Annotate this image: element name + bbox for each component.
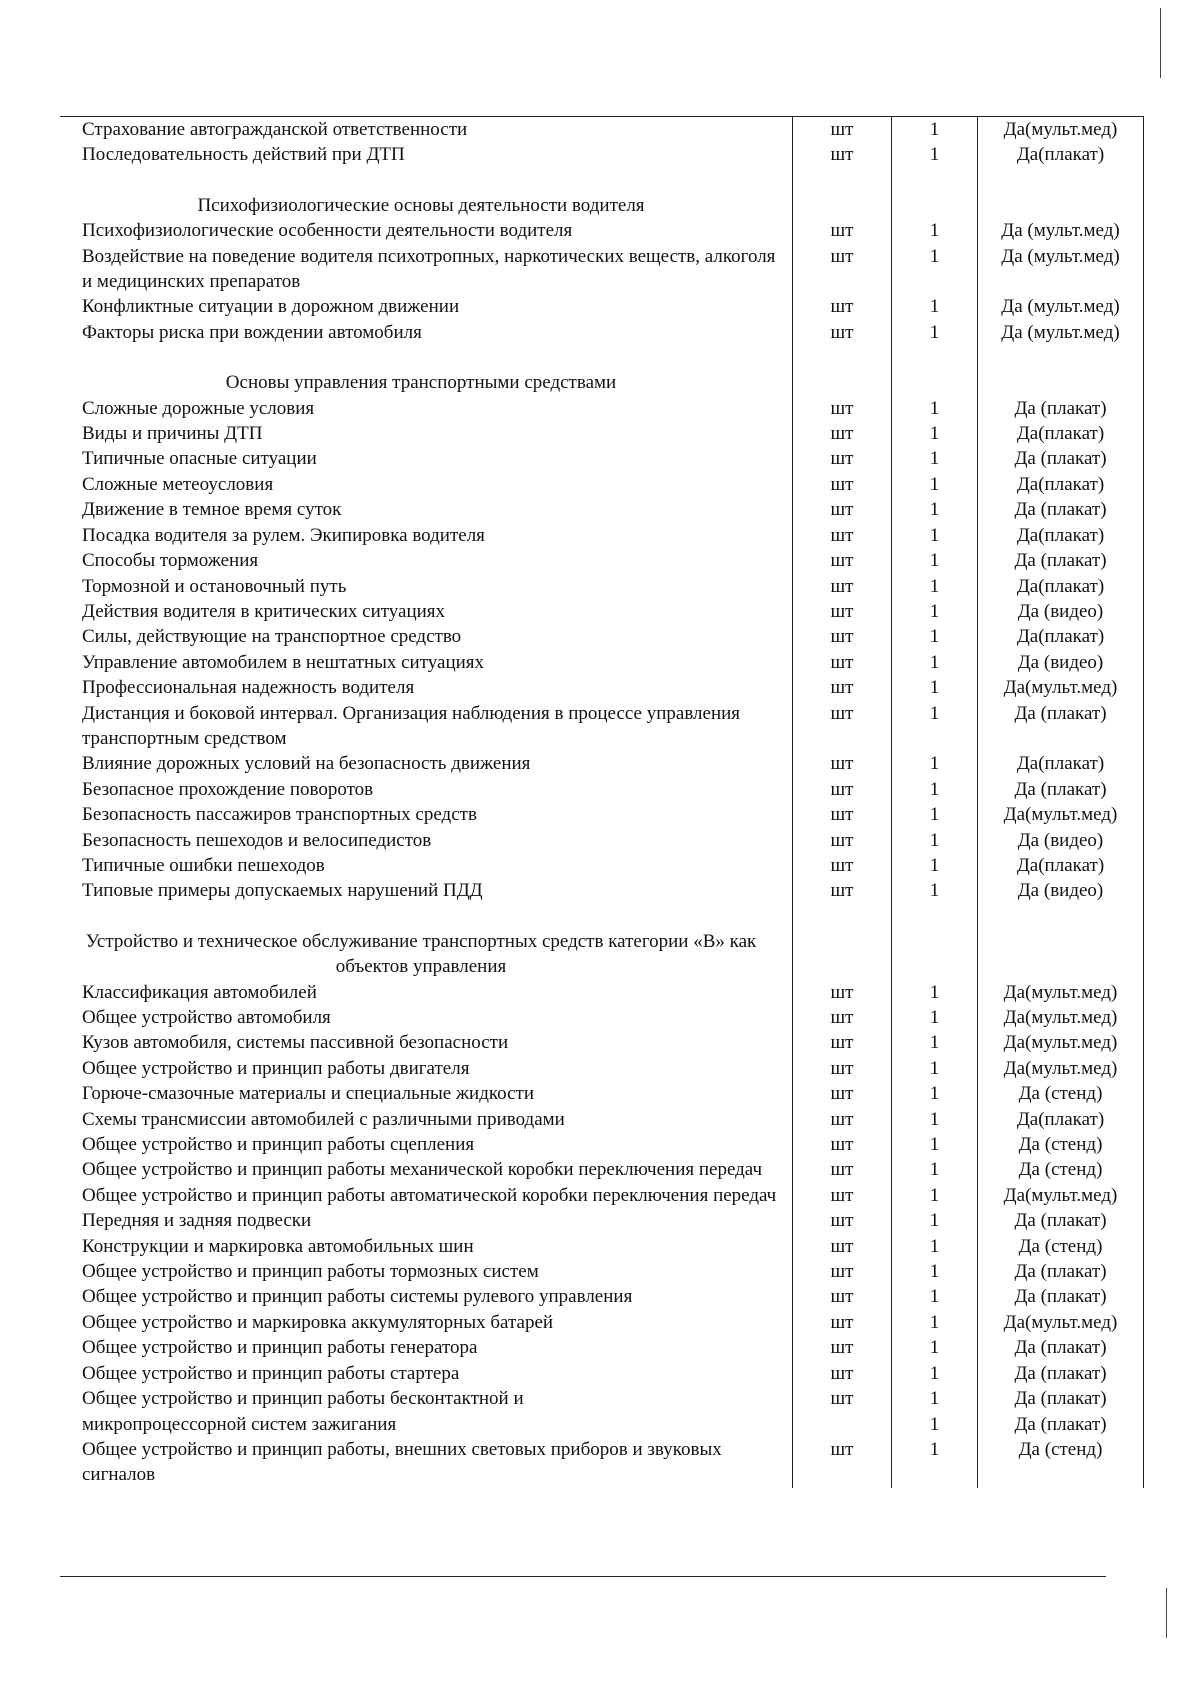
unit-cell: шт <box>793 117 892 143</box>
availability-cell: Да(мульт.мед) <box>978 1056 1144 1081</box>
availability-cell: Да(мульт.мед) <box>978 1030 1144 1055</box>
quantity-cell: 1 <box>892 1056 978 1081</box>
table-row <box>60 751 1144 776</box>
quantity-cell: 1 <box>892 1437 978 1488</box>
table-row <box>60 244 1144 295</box>
document-sheet <box>60 116 1120 1580</box>
availability-cell: Да(мульт.мед) <box>978 117 1144 143</box>
table-row <box>60 396 1144 421</box>
table-row <box>60 853 1144 878</box>
table-row <box>60 1208 1144 1233</box>
quantity-cell: 1 <box>892 294 978 319</box>
unit-cell: шт <box>793 472 892 497</box>
availability-cell: Да(плакат) <box>978 624 1144 649</box>
unit-cell: шт <box>793 1183 892 1208</box>
item-name: Типовые примеры допускаемых нарушений ПДД <box>82 880 483 902</box>
spacer-row <box>60 345 1144 370</box>
table-row <box>60 320 1144 345</box>
unit-cell: шт <box>793 421 892 446</box>
table-row <box>60 650 1144 675</box>
table-row <box>60 574 1144 599</box>
availability-cell: Да(мульт.мед) <box>978 1310 1144 1335</box>
availability-cell: Да(плакат) <box>978 751 1144 776</box>
spacer-cell <box>978 345 1144 370</box>
quantity-cell: 1 <box>892 675 978 700</box>
table-row <box>60 421 1144 446</box>
item-name: Действия водителя в критических ситуациях <box>82 600 446 622</box>
spacer-cell <box>892 904 978 929</box>
item-name: Управление автомобилем в нештатных ситуациях <box>82 651 485 673</box>
table-row <box>60 802 1144 827</box>
table-row <box>60 701 1144 752</box>
unit-cell: шт <box>793 1005 892 1030</box>
availability-cell: Да(плакат) <box>978 1107 1144 1132</box>
quantity-cell: 1 <box>892 218 978 243</box>
unit-cell: шт <box>793 650 892 675</box>
item-name: микропроцессорной систем зажигания <box>82 1413 397 1435</box>
availability-cell: Да(мульт.мед) <box>978 675 1144 700</box>
item-name: Профессиональная надежность водителя <box>82 677 415 699</box>
availability-cell: Да(плакат) <box>978 574 1144 599</box>
table-row <box>60 828 1144 853</box>
availability-cell: Да (мульт.мед) <box>978 218 1144 243</box>
spacer-cell <box>892 168 978 193</box>
item-name: Общее устройство и принцип работы бесконтактной и <box>82 1388 524 1410</box>
quantity-cell: 1 <box>892 1386 978 1411</box>
unit-cell: шт <box>793 980 892 1005</box>
availability-cell: Да (мульт.мед) <box>978 244 1144 295</box>
unit-cell <box>793 1412 892 1437</box>
unit-cell: шт <box>793 1030 892 1055</box>
item-name: Общее устройство и принцип работы механической коробки переключения передач <box>82 1159 763 1181</box>
quantity-cell: 1 <box>892 1081 978 1106</box>
quantity-cell: 1 <box>892 1412 978 1437</box>
table-row <box>60 294 1144 319</box>
table-row <box>60 497 1144 522</box>
empty-cell <box>793 370 892 395</box>
unit-cell: шт <box>793 244 892 295</box>
item-name: Безопасность пассажиров транспортных средств <box>82 804 477 826</box>
availability-cell: Да (плакат) <box>978 446 1144 471</box>
item-name: Передняя и задняя подвески <box>82 1210 312 1232</box>
unit-cell: шт <box>793 701 892 752</box>
section-heading-row <box>60 193 1144 218</box>
availability-cell: Да (видео) <box>978 878 1144 903</box>
table-row <box>60 1030 1144 1055</box>
table-row <box>60 1437 1144 1488</box>
unit-cell: шт <box>793 574 892 599</box>
availability-cell: Да (плакат) <box>978 1361 1144 1386</box>
quantity-cell: 1 <box>892 701 978 752</box>
unit-cell: шт <box>793 878 892 903</box>
unit-cell: шт <box>793 396 892 421</box>
section-heading: Основы управления транспортными средствами <box>225 372 617 394</box>
unit-cell: шт <box>793 294 892 319</box>
quantity-cell: 1 <box>892 1107 978 1132</box>
table-row <box>60 1107 1144 1132</box>
quantity-cell: 1 <box>892 853 978 878</box>
item-name: Посадка водителя за рулем. Экипировка водителя <box>82 524 485 546</box>
availability-cell: Да(мульт.мед) <box>978 1005 1144 1030</box>
empty-cell <box>793 193 892 218</box>
unit-cell: шт <box>793 1208 892 1233</box>
table-row <box>60 599 1144 624</box>
unit-cell: шт <box>793 1259 892 1284</box>
item-name: Общее устройство и принцип работы, внешних световых приборов и звуковых сигналов <box>82 1438 722 1486</box>
availability-cell: Да(мульт.мед) <box>978 1183 1144 1208</box>
scan-edge-mark <box>1160 8 1161 78</box>
availability-cell: Да (плакат) <box>978 1335 1144 1360</box>
unit-cell: шт <box>793 1132 892 1157</box>
quantity-cell: 1 <box>892 599 978 624</box>
spacer-cell <box>793 168 892 193</box>
scan-edge-mark <box>1166 1588 1167 1638</box>
spacer-cell <box>892 345 978 370</box>
table-row <box>60 980 1144 1005</box>
item-name: Факторы риска при вождении автомобиля <box>82 321 422 343</box>
item-name: Влияние дорожных условий на безопасность движения <box>82 753 531 775</box>
item-name: Классификация автомобилей <box>82 981 317 1003</box>
item-name: Движение в темное время суток <box>82 499 342 521</box>
spacer-row <box>60 904 1144 929</box>
availability-cell: Да(плакат) <box>978 523 1144 548</box>
availability-cell: Да (видео) <box>978 650 1144 675</box>
table-row <box>60 1132 1144 1157</box>
item-name: Виды и причины ДТП <box>82 423 263 445</box>
equipment-table-body <box>60 117 1144 1488</box>
quantity-cell: 1 <box>892 421 978 446</box>
item-name: Типичные ошибки пешеходов <box>82 854 325 876</box>
empty-cell <box>793 929 892 980</box>
item-name: Общее устройство и принцип работы сцепления <box>82 1134 475 1156</box>
quantity-cell: 1 <box>892 802 978 827</box>
quantity-cell: 1 <box>892 1030 978 1055</box>
table-row <box>60 1412 1144 1437</box>
item-name: Тормозной и остановочный путь <box>82 575 347 597</box>
unit-cell: шт <box>793 1081 892 1106</box>
spacer-cell <box>60 345 793 370</box>
empty-cell <box>892 929 978 980</box>
quantity-cell: 1 <box>892 1310 978 1335</box>
quantity-cell: 1 <box>892 548 978 573</box>
availability-cell: Да(мульт.мед) <box>978 802 1144 827</box>
item-name: Конструкции и маркировка автомобильных шин <box>82 1235 474 1257</box>
unit-cell: шт <box>793 1437 892 1488</box>
availability-cell: Да (плакат) <box>978 701 1144 752</box>
table-row <box>60 1081 1144 1106</box>
availability-cell: Да (плакат) <box>978 548 1144 573</box>
availability-cell: Да (плакат) <box>978 1386 1144 1411</box>
quantity-cell: 1 <box>892 497 978 522</box>
availability-cell: Да (мульт.мед) <box>978 320 1144 345</box>
quantity-cell: 1 <box>892 777 978 802</box>
unit-cell: шт <box>793 675 892 700</box>
spacer-cell <box>60 168 793 193</box>
item-name: Общее устройство и принцип работы генератора <box>82 1337 478 1359</box>
unit-cell: шт <box>793 777 892 802</box>
unit-cell: шт <box>793 1335 892 1360</box>
equipment-table <box>60 116 1144 1488</box>
availability-cell: Да (плакат) <box>978 1259 1144 1284</box>
quantity-cell: 1 <box>892 396 978 421</box>
empty-cell <box>892 193 978 218</box>
empty-cell <box>892 370 978 395</box>
unit-cell: шт <box>793 1361 892 1386</box>
table-row <box>60 548 1144 573</box>
spacer-cell <box>978 168 1144 193</box>
item-name: Дистанция и боковой интервал. Организация наблюдения в процессе управления транспортным средством <box>82 702 741 749</box>
spacer-cell <box>978 904 1144 929</box>
quantity-cell: 1 <box>892 320 978 345</box>
table-row <box>60 1335 1144 1360</box>
unit-cell: шт <box>793 1234 892 1259</box>
quantity-cell: 1 <box>892 878 978 903</box>
unit-cell: шт <box>793 1056 892 1081</box>
item-name: Общее устройство и принцип работы тормозных систем <box>82 1261 539 1283</box>
table-row <box>60 218 1144 243</box>
unit-cell: шт <box>793 828 892 853</box>
item-name: Кузов автомобиля, системы пассивной безопасности <box>82 1032 509 1054</box>
quantity-cell: 1 <box>892 1132 978 1157</box>
table-row <box>60 142 1144 167</box>
section-heading-row <box>60 370 1144 395</box>
quantity-cell: 1 <box>892 1335 978 1360</box>
unit-cell: шт <box>793 624 892 649</box>
availability-cell: Да (стенд) <box>978 1437 1144 1488</box>
section-heading: Устройство и техническое обслуживание транспортных средств категории «В» как объектов управления <box>85 930 757 978</box>
quantity-cell: 1 <box>892 1361 978 1386</box>
quantity-cell: 1 <box>892 446 978 471</box>
empty-cell <box>978 370 1144 395</box>
quantity-cell: 1 <box>892 828 978 853</box>
quantity-cell: 1 <box>892 1259 978 1284</box>
availability-cell: Да (мульт.мед) <box>978 294 1144 319</box>
quantity-cell: 1 <box>892 650 978 675</box>
unit-cell: шт <box>793 802 892 827</box>
spacer-row <box>60 168 1144 193</box>
item-name: Типичные опасные ситуации <box>82 448 317 470</box>
table-row <box>60 523 1144 548</box>
item-name: Сложные метеоусловия <box>82 473 274 495</box>
quantity-cell: 1 <box>892 142 978 167</box>
item-name: Общее устройство и принцип работы двигателя <box>82 1057 470 1079</box>
unit-cell: шт <box>793 548 892 573</box>
table-row <box>60 1056 1144 1081</box>
item-name: Страхование автогражданской ответственности <box>60 117 793 143</box>
availability-cell: Да (плакат) <box>978 1284 1144 1309</box>
table-row <box>60 1386 1144 1411</box>
availability-cell: Да(мульт.мед) <box>978 980 1144 1005</box>
item-name: Общее устройство и принцип работы стартера <box>82 1362 460 1384</box>
unit-cell: шт <box>793 1310 892 1335</box>
table-row <box>60 777 1144 802</box>
item-name: Последовательность действий при ДТП <box>82 144 405 166</box>
table-row <box>60 878 1144 903</box>
table-row <box>60 446 1144 471</box>
unit-cell: шт <box>793 599 892 624</box>
unit-cell: шт <box>793 320 892 345</box>
item-name: Общее устройство и маркировка аккумуляторных батарей <box>82 1311 554 1333</box>
unit-cell: шт <box>793 142 892 167</box>
availability-cell: Да (видео) <box>978 828 1144 853</box>
quantity-cell: 1 <box>892 574 978 599</box>
table-row <box>60 1259 1144 1284</box>
item-name: Безопасность пешеходов и велосипедистов <box>82 829 432 851</box>
quantity-cell: 1 <box>892 1284 978 1309</box>
item-name: Схемы трансмиссии автомобилей с различными приводами <box>82 1108 565 1130</box>
table-row <box>60 1157 1144 1182</box>
item-name: Воздействие на поведение водителя психотропных, наркотических веществ, алкоголя и медицинских препаратов <box>82 245 776 293</box>
availability-cell: Да(плакат) <box>978 421 1144 446</box>
quantity-cell: 1 <box>892 624 978 649</box>
unit-cell: шт <box>793 1107 892 1132</box>
item-name: Сложные дорожные условия <box>82 397 315 419</box>
table-row <box>60 472 1144 497</box>
quantity-cell: 1 <box>892 1208 978 1233</box>
quantity-cell: 1 <box>892 244 978 295</box>
table-row <box>60 117 1144 143</box>
table-row <box>60 1005 1144 1030</box>
availability-cell: Да (стенд) <box>978 1132 1144 1157</box>
item-name: Конфликтные ситуации в дорожном движении <box>82 296 460 318</box>
item-name: Общее устройство и принцип работы системы рулевого управления <box>82 1286 633 1308</box>
table-row <box>60 1284 1144 1309</box>
item-name: Общее устройство и принцип работы автоматической коробки переключения передач <box>82 1184 777 1206</box>
item-name: Общее устройство автомобиля <box>82 1007 331 1028</box>
item-name: Психофизиологические особенности деятельности водителя <box>82 220 573 242</box>
unit-cell: шт <box>793 1157 892 1182</box>
unit-cell: шт <box>793 853 892 878</box>
table-row <box>60 1183 1144 1208</box>
availability-cell: Да (видео) <box>978 599 1144 624</box>
quantity-cell: 1 <box>892 1183 978 1208</box>
quantity-cell: 1 <box>892 1234 978 1259</box>
table-row <box>60 1310 1144 1335</box>
item-name: Безопасное прохождение поворотов <box>82 778 374 800</box>
spacer-cell <box>793 345 892 370</box>
section-heading-row <box>60 929 1144 980</box>
quantity-cell: 1 <box>892 751 978 776</box>
availability-cell: Да (стенд) <box>978 1081 1144 1106</box>
availability-cell: Да (плакат) <box>978 777 1144 802</box>
unit-cell: шт <box>793 751 892 776</box>
availability-cell: Да (плакат) <box>978 497 1144 522</box>
availability-cell: Да (стенд) <box>978 1157 1144 1182</box>
section-heading: Психофизиологические основы деятельности водителя <box>197 194 645 216</box>
table-row <box>60 1234 1144 1259</box>
empty-cell <box>978 929 1144 980</box>
spacer-cell <box>793 904 892 929</box>
table-row <box>60 624 1144 649</box>
quantity-cell: 1 <box>892 1157 978 1182</box>
unit-cell: шт <box>793 446 892 471</box>
availability-cell: Да(плакат) <box>978 472 1144 497</box>
quantity-cell: 1 <box>892 117 978 143</box>
availability-cell: Да (плакат) <box>978 1208 1144 1233</box>
item-name: Горюче-смазочные материалы и специальные жидкости <box>82 1083 535 1105</box>
spacer-cell <box>60 904 793 929</box>
unit-cell: шт <box>793 218 892 243</box>
availability-cell: Да (стенд) <box>978 1234 1144 1259</box>
unit-cell: шт <box>793 1386 892 1411</box>
availability-cell: Да (плакат) <box>978 1412 1144 1437</box>
empty-cell <box>978 193 1144 218</box>
availability-cell: Да(плакат) <box>978 853 1144 878</box>
quantity-cell: 1 <box>892 1005 978 1030</box>
unit-cell: шт <box>793 1284 892 1309</box>
quantity-cell: 1 <box>892 523 978 548</box>
item-name: Способы торможения <box>82 550 259 572</box>
table-row <box>60 675 1144 700</box>
quantity-cell: 1 <box>892 472 978 497</box>
table-row <box>60 1361 1144 1386</box>
unit-cell: шт <box>793 523 892 548</box>
availability-cell: Да(плакат) <box>978 142 1144 167</box>
availability-cell: Да (плакат) <box>978 396 1144 421</box>
item-name: Силы, действующие на транспортное средство <box>82 626 462 648</box>
unit-cell: шт <box>793 497 892 522</box>
quantity-cell: 1 <box>892 980 978 1005</box>
